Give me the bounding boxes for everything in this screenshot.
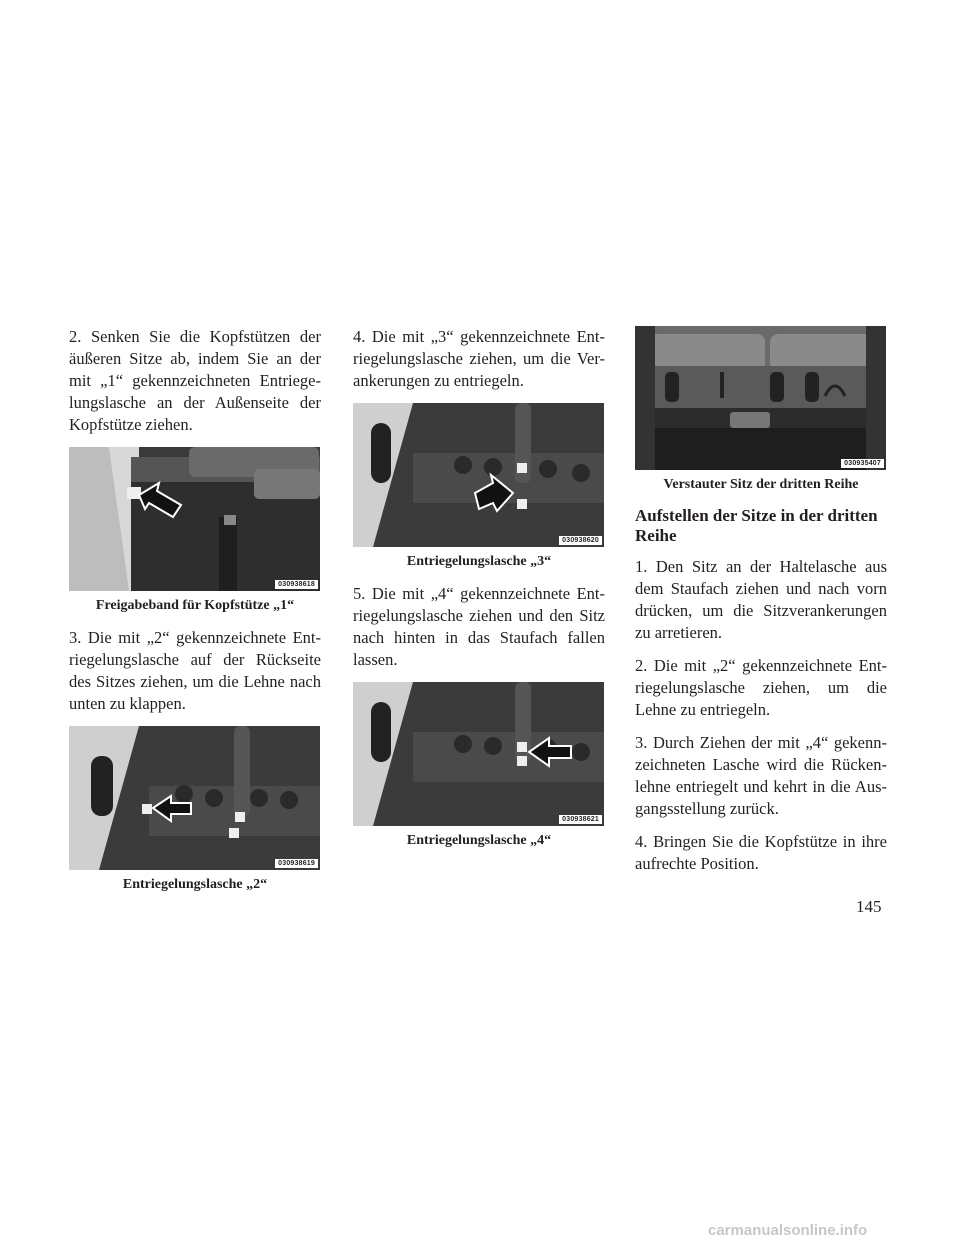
figure-caption: Entriegelungslasche „3“	[406, 554, 552, 569]
release-tab-3-photo	[353, 403, 604, 547]
step-1-text: 1. Den Sitz an der Haltelasche aus dem Staufach ziehen und nach vorn drücken, um die Sitzverankerungen zu arretieren.	[635, 557, 887, 642]
figure-release-tab-3	[353, 403, 604, 547]
page-number: 145	[856, 897, 882, 916]
figure-id: 030938620	[559, 536, 602, 545]
figure-stowed-third-row-seat	[635, 326, 886, 470]
step-3-text: 3. Durch Ziehen der mit „4“ gekenn-zeichneten Lasche wird die Rücken-lehne entriegelt und kehrt in die Aus-gangsstellung zurück.	[635, 733, 887, 818]
column-middle	[353, 326, 605, 862]
step-2-text: 2. Senken Sie die Kopfstützen der äußeren Sitze ab, indem Sie an der mit „1“ gekennzeichneten Entriege-lungslasche an der Außenseite der Kopfstütze ziehen.	[69, 327, 321, 434]
figure-id: 030938619	[275, 859, 318, 868]
step-5-text: 5. Die mit „4“ gekennzeichnete Ent-riegelungslasche ziehen und den Sitz nach hinten in das Staufach fallen lassen.	[353, 584, 605, 669]
figure-headrest-release-strap	[69, 447, 320, 591]
figure-caption: Entriegelungslasche „2“	[122, 877, 268, 892]
figure-id: 030935407	[841, 459, 884, 468]
figure-release-tab-4	[353, 682, 604, 826]
watermark: carmanualsonline.info	[708, 1222, 868, 1239]
column-right	[635, 326, 887, 886]
step-3-text: 3. Die mit „2“ gekennzeichnete Ent-riegelungslasche auf der Rückseite des Sitzes ziehen, um die Lehne nach unten zu klappen.	[69, 628, 321, 713]
figure-caption: Verstauter Sitz der dritten Reihe	[663, 477, 859, 492]
step-4-text: 4. Bringen Sie die Kopfstütze in ihre aufrechte Position.	[635, 832, 887, 873]
figure-release-tab-2	[69, 726, 320, 870]
release-tab-2-photo	[69, 726, 320, 870]
figure-id: 030938618	[275, 580, 318, 589]
stowed-seat-photo	[635, 326, 886, 470]
section-heading: Aufstellen der Sitze in der dritten Reihe	[635, 506, 878, 545]
step-4-text: 4. Die mit „3“ gekennzeichnete Ent-riegelungslasche ziehen, um die Ver-ankerungen zu entriegeln.	[353, 327, 605, 390]
figure-caption: Freigabeband für Kopfstütze „1“	[95, 598, 295, 613]
headrest-photo	[69, 447, 320, 591]
column-left	[69, 326, 321, 906]
figure-caption: Entriegelungslasche „4“	[406, 833, 552, 848]
release-tab-4-photo	[353, 682, 604, 826]
step-2-text: 2. Die mit „2“ gekennzeichnete Ent-riegelungslasche ziehen, um die Lehne zu entriegeln.	[635, 656, 887, 719]
figure-id: 030938621	[559, 815, 602, 824]
